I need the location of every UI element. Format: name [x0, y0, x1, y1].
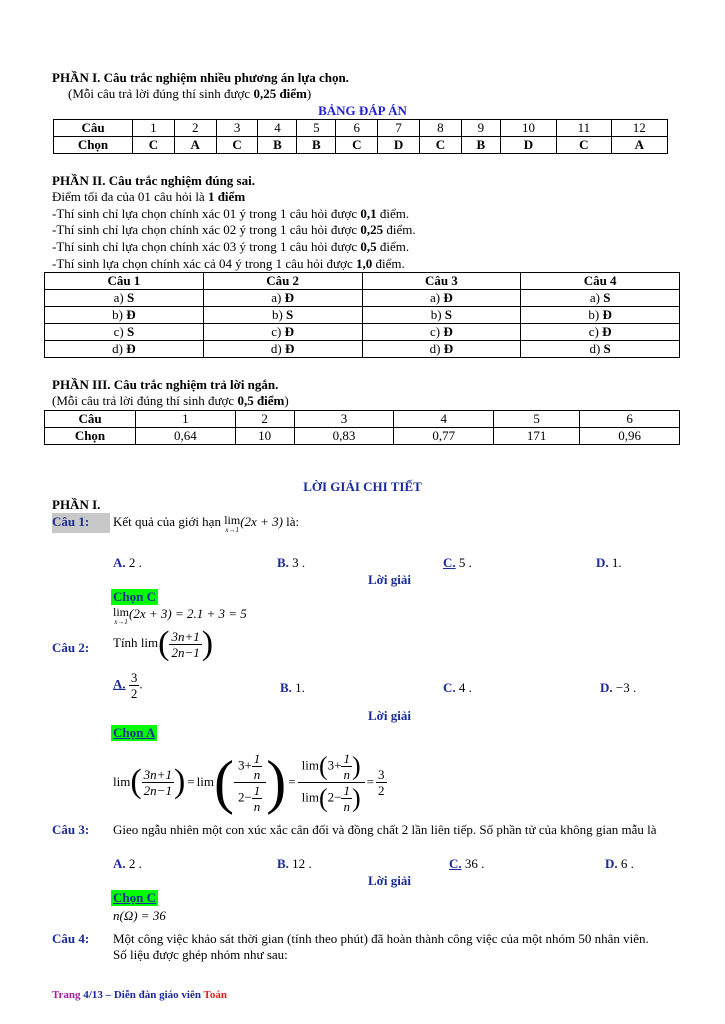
table-cell: 1: [136, 411, 236, 428]
page-footer: Trang 4/13 – Diễn đàn giáo viên Toán: [52, 989, 227, 1001]
solutions-title: LỜI GIẢI CHI TIẾT: [303, 479, 422, 494]
table-cell: 3: [216, 120, 258, 137]
table-cell: 5: [297, 120, 336, 137]
table-cell: d) Đ: [203, 341, 362, 358]
table-cell: C: [420, 137, 462, 154]
part1-note: (Mỗi câu trả lời đúng thí sinh được 0,25 điểm): [68, 86, 312, 101]
table-cell: B: [258, 137, 297, 154]
table-cell: c) Đ: [362, 324, 521, 341]
table-cell: a) Đ: [362, 290, 521, 307]
part2-line: -Thí sinh chỉ lựa chọn chính xác 01 ý trong 1 câu hỏi được 0,1 điểm.: [52, 206, 410, 221]
table-cell: a) S: [45, 290, 204, 307]
table-cell: 4: [394, 411, 494, 428]
table-header-cell: Câu: [54, 120, 133, 137]
solution-label: Lời giải: [368, 708, 411, 723]
table-row: [45, 290, 680, 307]
solution-label: Lời giải: [368, 873, 411, 888]
table-cell: 1: [133, 120, 175, 137]
solutions-part-label: PHẦN I.: [52, 497, 101, 512]
table-cell: c) Đ: [521, 324, 680, 341]
table-header-cell: Chọn: [45, 428, 136, 445]
table-cell: C: [216, 137, 258, 154]
answer-table-title: BẢNG ĐÁP ÁN: [318, 103, 407, 118]
table-cell: A: [174, 137, 216, 154]
table-cell: 7: [378, 120, 420, 137]
table-cell: 9: [461, 120, 500, 137]
part2-line: -Thí sinh chỉ lựa chọn chính xác 02 ý trong 1 câu hỏi được 0,25 điểm.: [52, 222, 416, 237]
q1-stem: Kết quả của giới hạn lim x→1 (2x + 3) là:: [113, 513, 300, 534]
q1-work: lim x→1 (2x + 3) = 2.1 + 3 = 5: [113, 605, 247, 626]
table-cell: D: [378, 137, 420, 154]
part3-answer-table: [44, 410, 680, 445]
table-header-cell: Câu 1: [45, 273, 204, 290]
table-cell: 6: [580, 411, 680, 428]
question-label-q1: Câu 1:: [52, 513, 110, 533]
part3-heading: PHẦN III. Câu trắc nghiệm trả lời ngắn.: [52, 377, 279, 392]
part3-note: (Mỗi câu trả lời đúng thí sinh được 0,5 điểm): [52, 393, 289, 408]
q2-stem: Tính lim( $\frac{3n+1}{2n-1}$ ): [113, 625, 214, 662]
question-label-q4: Câu 4:: [52, 931, 90, 946]
part2-heading: PHẦN II. Câu trắc nghiệm đúng sai.: [52, 173, 255, 188]
table-cell: 2: [235, 411, 294, 428]
table-cell: a) Đ: [203, 290, 362, 307]
table-cell: 8: [420, 120, 462, 137]
q4-stem: Một công việc khảo sát thời gian (tính theo phút) đã hoàn thành công việc của một nhóm 50 nhân viên. Số liệu được ghép nhóm như sau:: [113, 931, 649, 962]
table-cell: 171: [494, 428, 580, 445]
table-cell: 6: [336, 120, 378, 137]
table-cell: 0,96: [580, 428, 680, 445]
question-label-q3: Câu 3:: [52, 822, 90, 837]
table-cell: C: [336, 137, 378, 154]
table-cell: 0,83: [294, 428, 394, 445]
q2-option-a: A. $\frac{3}{2}$ .: [113, 670, 143, 701]
table-cell: c) Đ: [203, 324, 362, 341]
table-cell: 4: [258, 120, 297, 137]
part1-heading: PHẦN I. Câu trắc nghiệm nhiều phương án lựa chọn.: [52, 70, 349, 85]
table-cell: c) S: [45, 324, 204, 341]
table-cell: C: [133, 137, 175, 154]
table-row: [45, 324, 680, 341]
part2-line: Điểm tối đa của 01 câu hỏi là 1 điểm: [52, 189, 246, 204]
table-cell: b) S: [203, 307, 362, 324]
table-header-cell: Câu 3: [362, 273, 521, 290]
q1-option-d: D. 1.: [596, 555, 622, 570]
table-cell: b) Đ: [521, 307, 680, 324]
q2-work: lim ( $\frac{3n+1}{2n-1}$ ) = lim ( 3+ $\frac{1}{n}$ 2− $\frac{1}{n}$ ) = lim(3+ $\frac{1}{n}$ ) lim(2− $\frac{1}{n}$ ) = $\frac{3}{2}$: [113, 749, 385, 815]
table-cell: 0,64: [136, 428, 236, 445]
table-cell: d) S: [521, 341, 680, 358]
q2-choice-highlight: Chọn A: [113, 725, 156, 740]
table-cell: b) Đ: [45, 307, 204, 324]
q1-choice-highlight: Chọn C: [113, 589, 156, 604]
q3-option-d: D. 6 .: [605, 856, 634, 871]
table-header-cell: Câu 4: [521, 273, 680, 290]
table-cell: 2: [174, 120, 216, 137]
q1-option-b: B. 3 .: [277, 555, 306, 570]
table-row: [45, 307, 680, 324]
table-row: [45, 341, 680, 358]
table-cell: 11: [557, 120, 611, 137]
q2-option-b: B. 1.: [280, 680, 305, 695]
table-cell: D: [500, 137, 556, 154]
table-cell: 5: [494, 411, 580, 428]
table-cell: 10: [235, 428, 294, 445]
q2-option-d: D. −3 .: [600, 680, 637, 695]
part2-line: -Thí sinh lựa chọn chính xác cả 04 ý trong 1 câu hỏi được 1,0 điểm.: [52, 256, 405, 271]
q3-stem: Gieo ngẫu nhiên một con xúc xắc cân đối và đồng chất 2 lần liên tiếp. Số phần tử của không gian mẫu là: [113, 822, 657, 837]
table-cell: 0,77: [394, 428, 494, 445]
part1-answer-table: [53, 119, 668, 154]
q1-option-a: A. 2 .: [113, 555, 142, 570]
q3-option-a: A. 2 .: [113, 856, 142, 871]
table-cell: d) Đ: [362, 341, 521, 358]
table-cell: C: [557, 137, 611, 154]
table-header-cell: Câu 2: [203, 273, 362, 290]
table-cell: 12: [611, 120, 667, 137]
q1-option-c: C. 5 .: [443, 555, 472, 570]
table-cell: d) Đ: [45, 341, 204, 358]
q3-work: n(Ω) = 36: [113, 908, 166, 923]
table-cell: A: [611, 137, 667, 154]
q3-option-b: B. 12 .: [277, 856, 312, 871]
part2-line: -Thí sinh chỉ lựa chọn chính xác 03 ý trong 1 câu hỏi được 0,5 điểm.: [52, 239, 410, 254]
q3-choice-highlight: Chọn C: [113, 890, 156, 905]
table-cell: b) S: [362, 307, 521, 324]
solution-label: Lời giải: [368, 572, 411, 587]
table-cell: a) S: [521, 290, 680, 307]
q3-option-c: C. 36 .: [449, 856, 485, 871]
table-header-cell: Chọn: [54, 137, 133, 154]
part2-answer-table: [44, 272, 680, 358]
table-cell: B: [297, 137, 336, 154]
table-cell: B: [461, 137, 500, 154]
question-label-q2: Câu 2:: [52, 640, 90, 655]
table-cell: 10: [500, 120, 556, 137]
q2-option-c: C. 4 .: [443, 680, 472, 695]
table-cell: 3: [294, 411, 394, 428]
table-header-cell: Câu: [45, 411, 136, 428]
